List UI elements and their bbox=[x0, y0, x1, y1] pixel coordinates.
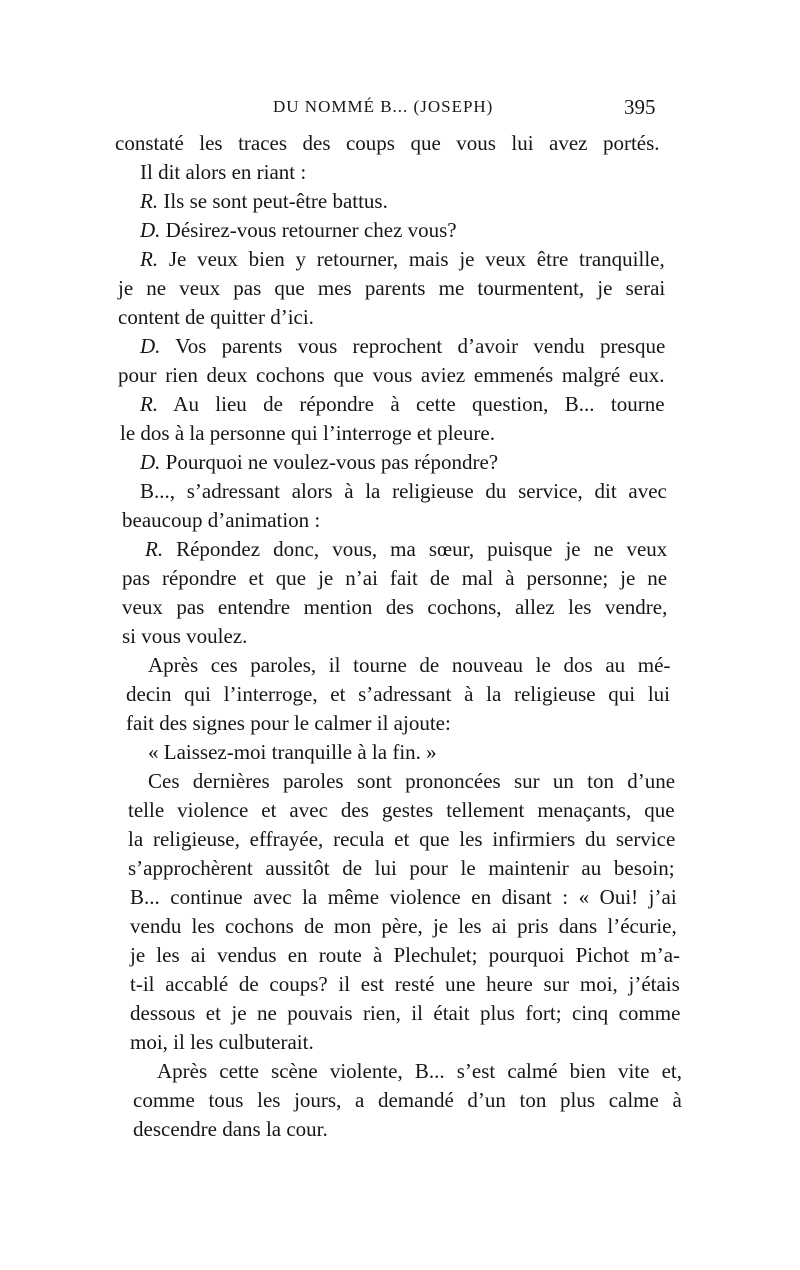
text-line bbox=[133, 1085, 682, 1115]
text-line bbox=[126, 679, 670, 709]
line-text: pas répondre et que je n’ai fait de mal à personne; je ne bbox=[122, 566, 668, 590]
line-text: je les ai vendus en route à Plechulet; pourquoi Pichot m’a- bbox=[130, 943, 681, 967]
text-line bbox=[128, 824, 675, 854]
line-text: telle violence et avec des gestes tellement menaçants, que bbox=[128, 798, 675, 822]
speaker-label: R. bbox=[140, 189, 159, 213]
text-line bbox=[122, 592, 667, 622]
line-text: la religieuse, effrayée, recula et que les infirmiers du service bbox=[128, 827, 676, 851]
speaker-label: D. bbox=[140, 334, 161, 358]
line-text: s’approchèrent aussitôt de lui pour le maintenir au besoin; bbox=[128, 856, 675, 880]
text-line bbox=[122, 563, 667, 593]
line-text: decin qui l’interroge, et s’adressant à la religieuse qui lui bbox=[126, 682, 671, 706]
text-line bbox=[118, 302, 665, 332]
text-line bbox=[115, 128, 660, 158]
line-text: Ces dernières paroles sont prononcées sur un ton d’une bbox=[148, 769, 676, 793]
text-line bbox=[130, 1027, 680, 1057]
line-text: je ne veux pas que mes parents me tourmentent, je serai bbox=[118, 276, 666, 300]
line-text: B... continue avec la même violence en disant : « Oui! j’ai bbox=[130, 885, 677, 909]
line-text: fait des signes pour le calmer il ajoute: bbox=[126, 711, 451, 735]
line-text: descendre dans la cour. bbox=[133, 1117, 328, 1141]
line-text: Vos parents vous reprochent d’avoir vendu presque bbox=[160, 334, 666, 358]
running-title: DU NOMMÉ B... (JOSEPH) bbox=[273, 97, 494, 116]
line-text: content de quitter d’ici. bbox=[118, 305, 314, 329]
line-text: le dos à la personne qui l’interroge et pleure. bbox=[120, 421, 495, 445]
line-text: Au lieu de répondre à cette question, B... tourne bbox=[158, 392, 665, 416]
text-line bbox=[122, 621, 667, 651]
text-line bbox=[133, 1114, 682, 1144]
running-head bbox=[0, 92, 800, 122]
text-line bbox=[140, 447, 665, 477]
text-line bbox=[145, 534, 667, 564]
text-line bbox=[130, 882, 677, 912]
line-text: vendu les cochons de mon père, je les ai pris dans l’écurie, bbox=[130, 914, 677, 938]
line-text: t-il accablé de coups? il est resté une heure sur moi, j’étais bbox=[130, 972, 680, 996]
text-line bbox=[148, 737, 670, 767]
line-text: veux pas entendre mention des cochons, allez les vendre, bbox=[122, 595, 668, 619]
text-line bbox=[130, 940, 680, 970]
text-line bbox=[118, 273, 665, 303]
line-text: comme tous les jours, a demandé d’un ton plus calme à bbox=[133, 1088, 682, 1112]
line-text: Je veux bien y retourner, mais je veux être tranquille, bbox=[158, 247, 665, 271]
text-line bbox=[148, 766, 675, 796]
line-text: moi, il les culbuterait. bbox=[130, 1030, 314, 1054]
text-line bbox=[118, 360, 665, 390]
text-line bbox=[140, 186, 660, 216]
text-line bbox=[140, 157, 660, 187]
text-line bbox=[130, 998, 680, 1028]
text-line bbox=[128, 853, 675, 883]
text-line bbox=[130, 969, 680, 999]
line-text: Répondez donc, vous, ma sœur, puisque je ne veux bbox=[163, 537, 668, 561]
line-text: B..., s’adressant alors à la religieuse du service, dit avec bbox=[140, 479, 667, 503]
page-number: 395 bbox=[624, 95, 656, 119]
text-line bbox=[140, 244, 665, 274]
line-text: constaté les traces des coups que vous lui avez portés. bbox=[115, 131, 660, 155]
line-text: Après cette scène violente, B... s’est calmé bien vite et, bbox=[157, 1059, 682, 1083]
text-line bbox=[140, 215, 660, 245]
line-text: Ils se sont peut-être battus. bbox=[158, 189, 388, 213]
line-text: Après ces paroles, il tourne de nouveau le dos au mé- bbox=[148, 653, 671, 677]
line-text: Il dit alors en riant : bbox=[140, 160, 307, 184]
line-text: beaucoup d’animation : bbox=[122, 508, 321, 532]
line-text: « Laissez-moi tranquille à la fin. » bbox=[148, 740, 437, 764]
text-line bbox=[130, 911, 677, 941]
text-line bbox=[122, 505, 667, 535]
line-text: dessous et je ne pouvais rien, il était plus fort; cinq comme bbox=[130, 1001, 681, 1025]
text-line bbox=[157, 1056, 682, 1086]
text-line bbox=[140, 331, 665, 361]
text-line bbox=[126, 708, 670, 738]
speaker-label: D. bbox=[140, 450, 161, 474]
line-text: si vous voulez. bbox=[122, 624, 248, 648]
speaker-label: R. bbox=[140, 247, 159, 271]
speaker-label: R. bbox=[140, 392, 159, 416]
speaker-label: D. bbox=[140, 218, 161, 242]
line-text: Pourquoi ne voulez-vous pas répondre? bbox=[160, 450, 499, 474]
line-text: Désirez-vous retourner chez vous? bbox=[160, 218, 457, 242]
text-line bbox=[148, 650, 670, 680]
speaker-label: R. bbox=[145, 537, 164, 561]
text-line bbox=[140, 389, 665, 419]
text-line bbox=[128, 795, 675, 825]
line-text: pour rien deux cochons que vous aviez emmenés malgré eux. bbox=[118, 363, 665, 387]
text-line bbox=[140, 476, 667, 506]
text-line bbox=[120, 418, 665, 448]
